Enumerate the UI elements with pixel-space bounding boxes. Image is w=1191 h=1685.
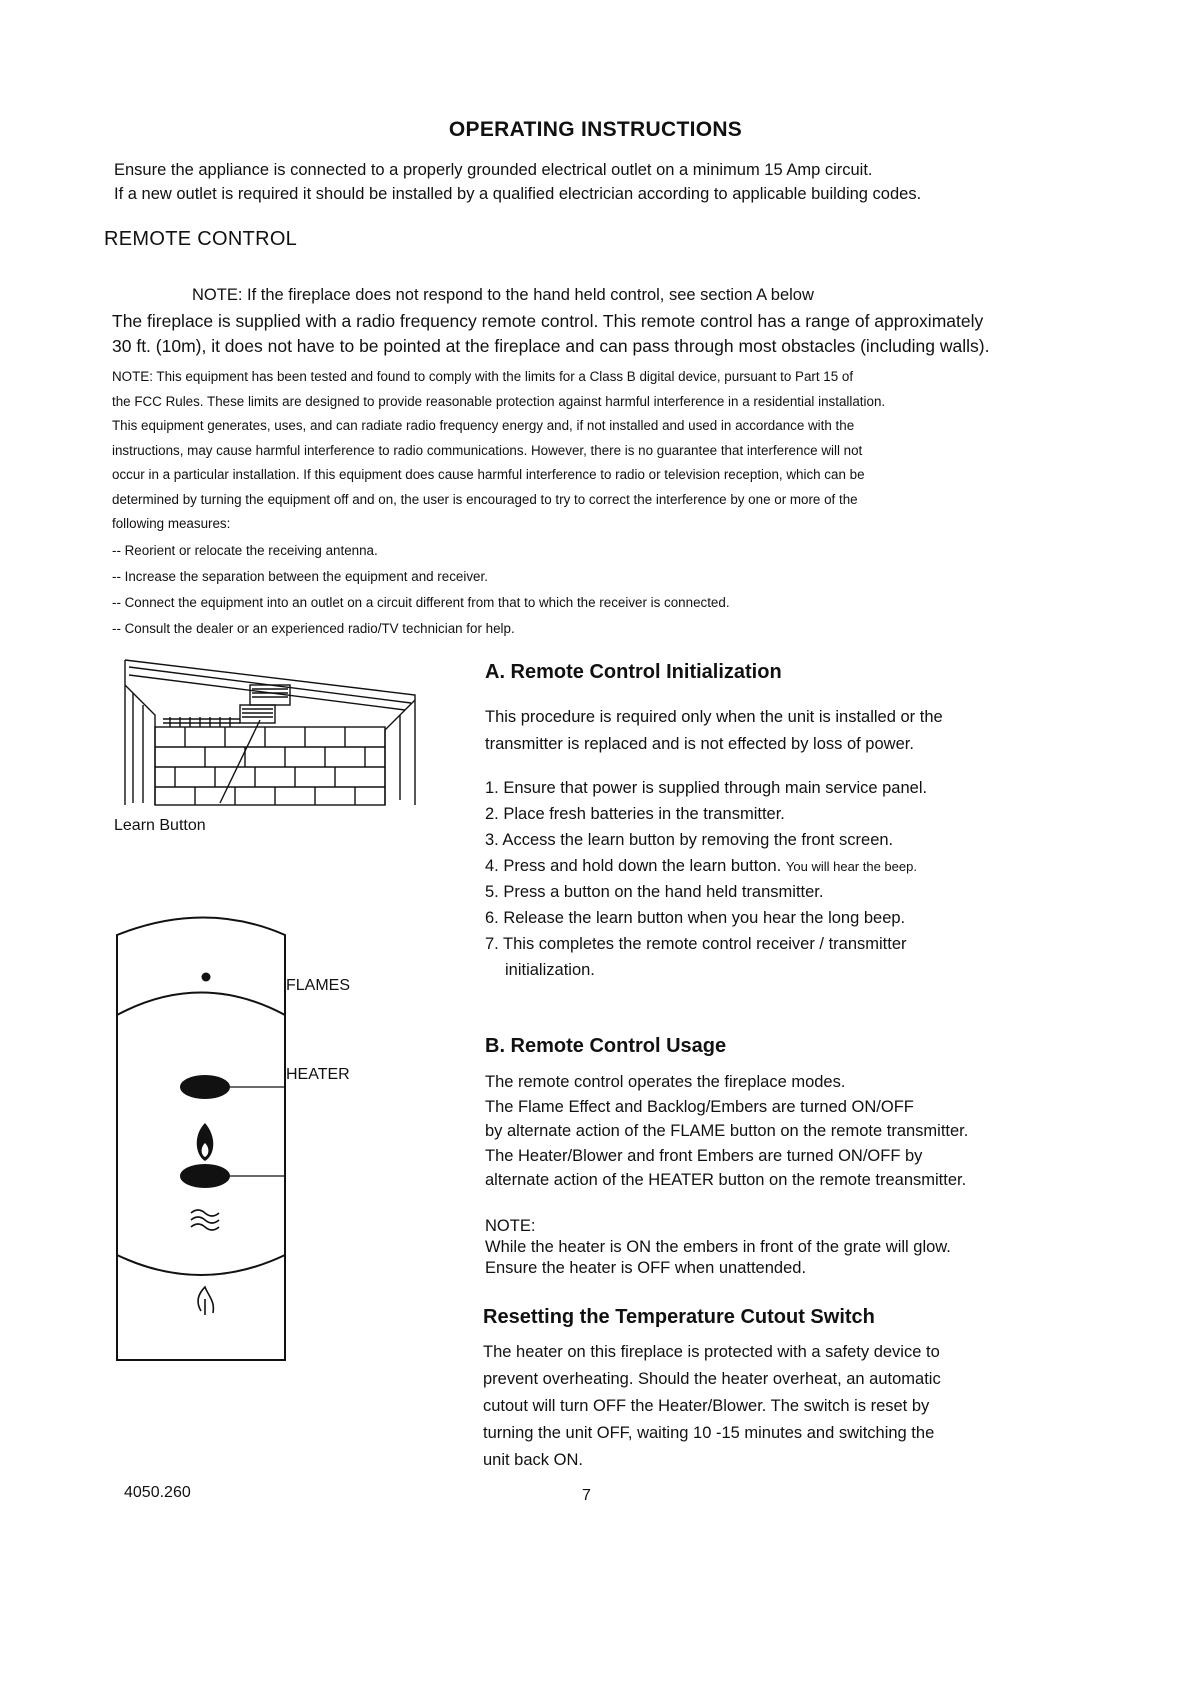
reset-line: cutout will turn OFF the Heater/Blower. The switch is reset by: [483, 1397, 930, 1415]
intro-line: Ensure the appliance is connected to a properly grounded electrical outlet on a minimum 15 Amp circuit.: [114, 161, 873, 179]
heater-label: HEATER: [286, 1066, 350, 1083]
intro-line: transmitter is replaced and is not effected by loss of power.: [485, 735, 914, 753]
reset-text: [483, 1339, 941, 1474]
fcc-line: the FCC Rules. These limits are designed to provide reasonable protection against harmful interference in a residential installation.: [112, 393, 886, 409]
learn-button-caption: Learn Button: [114, 817, 206, 834]
measure-item: -- Connect the equipment into an outlet on a circuit different from that to which the receiver is connected.: [112, 595, 730, 610]
page-number: 7: [582, 1487, 591, 1504]
flames-button[interactable]: [180, 1075, 230, 1099]
fcc-line: following measures:: [112, 516, 231, 531]
note-label: NOTE:: [485, 1217, 536, 1235]
note-line: Ensure the heater is OFF when unattended.: [485, 1259, 807, 1277]
section-a-steps: [485, 775, 927, 983]
section-b-heading: B. Remote Control Usage: [485, 1035, 727, 1057]
step-item: 6. Release the learn button when you hear the long beep.: [485, 909, 906, 927]
section-b-text: [485, 1070, 968, 1193]
fcc-note: [112, 365, 1112, 537]
indicator-light-icon: [202, 973, 211, 982]
section-a-intro: [485, 704, 943, 758]
intro-line: This procedure is required only when the unit is installed or the: [485, 708, 943, 726]
flame-icon: [197, 1123, 214, 1161]
intro-text: [114, 158, 1114, 206]
measure-item: -- Consult the dealer or an experienced radio/TV technician for help.: [112, 621, 515, 636]
remote-control-heading: REMOTE CONTROL: [104, 228, 298, 250]
reset-line: The heater on this fireplace is protected with a safety device to: [483, 1343, 940, 1361]
section-a-heading: A. Remote Control Initialization: [485, 661, 782, 683]
page-title: OPERATING INSTRUCTIONS: [448, 118, 743, 141]
usage-line: The Heater/Blower and front Embers are turned ON/OFF by: [485, 1146, 923, 1165]
fcc-line: NOTE: This equipment has been tested and found to comply with the limits for a Class B digital device, pursuant to Part 15 of: [112, 369, 854, 384]
paragraph-line: The fireplace is supplied with a radio frequency remote control. This remote control has a range of approximately: [112, 311, 984, 331]
measure-item: -- Reorient or relocate the receiving antenna.: [112, 543, 378, 558]
fcc-measures: [112, 538, 730, 642]
usage-line: alternate action of the HEATER button on the remote treansmitter.: [485, 1171, 967, 1189]
step-continuation: initialization.: [505, 961, 595, 979]
step-note: You will hear the beep.: [785, 859, 917, 874]
remote-control-illustration: [105, 905, 295, 1375]
remote-paragraph: [112, 309, 1112, 359]
step-item: 7. This completes the remote control receiver / transmitter: [485, 935, 907, 953]
reset-heading: Resetting the Temperature Cutout Switch: [483, 1306, 875, 1328]
document-number: 4050.260: [124, 1484, 191, 1501]
remote-note: NOTE: If the fireplace does not respond to the hand held control, see section A below: [192, 286, 814, 304]
intro-line: If a new outlet is required it should be installed by a qualified electrician according to applicable building codes.: [114, 185, 922, 203]
power-flame-icon: [198, 1287, 213, 1315]
fcc-line: determined by turning the equipment off and on, the user is encouraged to try to correct the interference by one or more of the: [112, 491, 858, 507]
usage-line: The Flame Effect and Backlog/Embers are turned ON/OFF: [485, 1097, 914, 1116]
reset-line: unit back ON.: [483, 1451, 583, 1469]
step-item: 1. Ensure that power is supplied through main service panel.: [485, 779, 928, 797]
fcc-line: occur in a particular installation. If this equipment does cause harmful interference to radio or television reception, which can be: [112, 467, 865, 482]
paragraph-line: 30 ft. (10m), it does not have to be pointed at the fireplace and can pass through most obstacles (including walls).: [112, 336, 990, 356]
step-item: 5. Press a button on the hand held transmitter.: [485, 883, 824, 901]
note-line: While the heater is ON the embers in front of the grate will glow.: [485, 1238, 951, 1256]
flames-label: FLAMES: [286, 977, 351, 994]
heat-waves-icon: [191, 1210, 219, 1230]
measure-item: -- Increase the separation between the equipment and receiver.: [112, 569, 488, 584]
fireplace-illustration: [115, 655, 425, 835]
step-item: [485, 853, 927, 879]
reset-line: prevent overheating. Should the heater overheat, an automatic: [483, 1370, 941, 1388]
usage-line: The remote control operates the fireplace modes.: [485, 1073, 846, 1091]
step-item: 3. Access the learn button by removing the front screen.: [485, 831, 894, 849]
fcc-line: instructions, may cause harmful interference to radio communications. However, there is no guarantee that interference will not: [112, 442, 863, 458]
step-text: 4. Press and hold down the learn button.: [485, 857, 782, 875]
section-b-note: [485, 1216, 951, 1279]
heater-button[interactable]: [180, 1164, 230, 1188]
fcc-line: This equipment generates, uses, and can radiate radio frequency energy and, if not installed and used in accordance with the: [112, 418, 855, 433]
reset-line: turning the unit OFF, waiting 10 -15 minutes and switching the: [483, 1424, 935, 1442]
step-item: 2. Place fresh batteries in the transmitter.: [485, 805, 785, 823]
usage-line: by alternate action of the FLAME button on the remote transmitter.: [485, 1122, 969, 1140]
